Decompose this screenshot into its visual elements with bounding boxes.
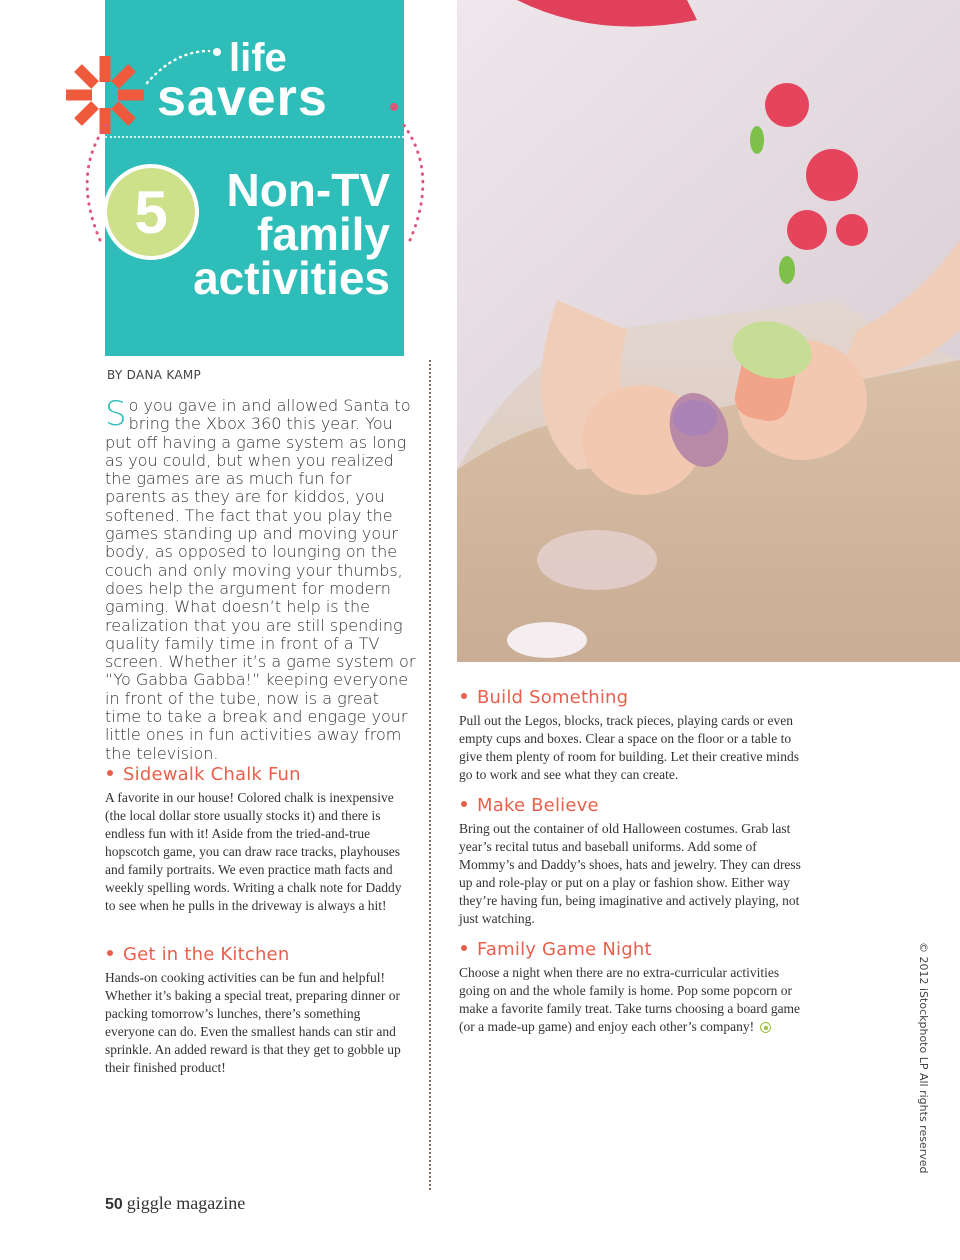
section-body: Pull out the Legos, blocks, track pieces, playing cards or even empty cups and boxes. Clear a space on the floor or a table to give them plenty of room for building. Let their creative minds go to work and see what they can create. bbox=[459, 713, 800, 782]
kicker-savers: savers bbox=[157, 69, 328, 127]
section-body: Hands-on cooking activities can be fun and helpful! Whether it’s baking a special treat, preparing dinner or packing tomorrow’s lunches, there’s something everyone can do. Even the smallest hands can stir and sprinkle. An added reward is that they get to gobble up their finished product! bbox=[105, 970, 401, 1075]
title-line-3: activities bbox=[193, 252, 390, 304]
bullet-icon bbox=[107, 770, 113, 776]
end-mark-icon bbox=[760, 1022, 771, 1033]
drop-cap: S bbox=[105, 394, 127, 434]
section-title: Get in the Kitchen bbox=[105, 944, 410, 965]
title-line-1: Non-TV bbox=[226, 164, 390, 216]
section-make-believe bbox=[459, 795, 809, 928]
section-title: Sidewalk Chalk Fun bbox=[105, 764, 410, 785]
section-build-something bbox=[459, 687, 809, 784]
magazine-name: giggle magazine bbox=[126, 1193, 246, 1213]
bullet-icon bbox=[107, 950, 113, 956]
section-title: Build Something bbox=[459, 687, 809, 708]
bullet-icon bbox=[461, 801, 467, 807]
photo-illustration bbox=[457, 0, 960, 662]
byline: BY DANA KAMP bbox=[107, 368, 202, 382]
intro-text: o you gave in and allowed Santa to bring the Xbox 360 this year. You put off having a game system as long as you could, but when you realized the games are as much fun for parents as they are for kiddos, you softened. The fact that you play the games standing up and moving your body, as opposed to lounging on the couch and only moving your thumbs, does help the argument for modern gaming. What doesn’t help is the realization that you are still spending quality family time in front of a TV screen. Whether it’s a game system or “Yo Gabba Gabba!” keeping everyone in front of the tube, now is a great time to take a break and engage your little ones in fun activities away from the television. bbox=[105, 396, 416, 763]
number-badge: 5 bbox=[103, 164, 199, 260]
photo-child-with-chalk bbox=[457, 0, 960, 662]
title-line-2: family bbox=[257, 208, 390, 260]
section-body: Bring out the container of old Halloween costumes. Grab last year’s recital tutus and baseball uniforms. Add some of Mommy’s and Daddy’s shoes, hats and jewelry. They can dress up and role-play or put on a play or fashion show. Either way they’re having fun, being imaginative and actively playing, not just watching. bbox=[459, 821, 801, 926]
section-body: Choose a night when there are no extra-curricular activities going on and the whole family is home. Pop some popcorn or make a favorite family treat. Take turns choosing a board game (or a made-up game) and enjoy each other’s company! bbox=[459, 965, 801, 1034]
bullet-icon bbox=[461, 693, 467, 699]
photo-credit: © 2012 iStockphoto LP All rights reserved bbox=[917, 942, 930, 1174]
intro-paragraph bbox=[105, 394, 417, 763]
bullet-icon bbox=[461, 945, 467, 951]
page-footer bbox=[105, 1193, 245, 1214]
column-divider bbox=[429, 360, 431, 1190]
pink-dotted-arc bbox=[70, 80, 440, 260]
section-sidewalk-chalk bbox=[105, 764, 410, 915]
section-title: Family Game Night bbox=[459, 939, 809, 960]
section-kitchen bbox=[105, 944, 410, 1077]
page-number: 50 bbox=[105, 1196, 123, 1213]
kicker-life: life bbox=[229, 36, 287, 80]
section-title: Make Believe bbox=[459, 795, 809, 816]
section-family-game-night bbox=[459, 939, 809, 1036]
section-body: A favorite in our house! Colored chalk is inexpensive (the local dollar store usually stocks it) and there is endless fun with it! Aside from the tried-and-true hopscotch game, you can draw race tracks, playhouses and family portraits. We even practice math facts and weekly spelling words. Writing a chalk note for Daddy to see when he pulls in the driveway is always a hit! bbox=[105, 790, 402, 913]
